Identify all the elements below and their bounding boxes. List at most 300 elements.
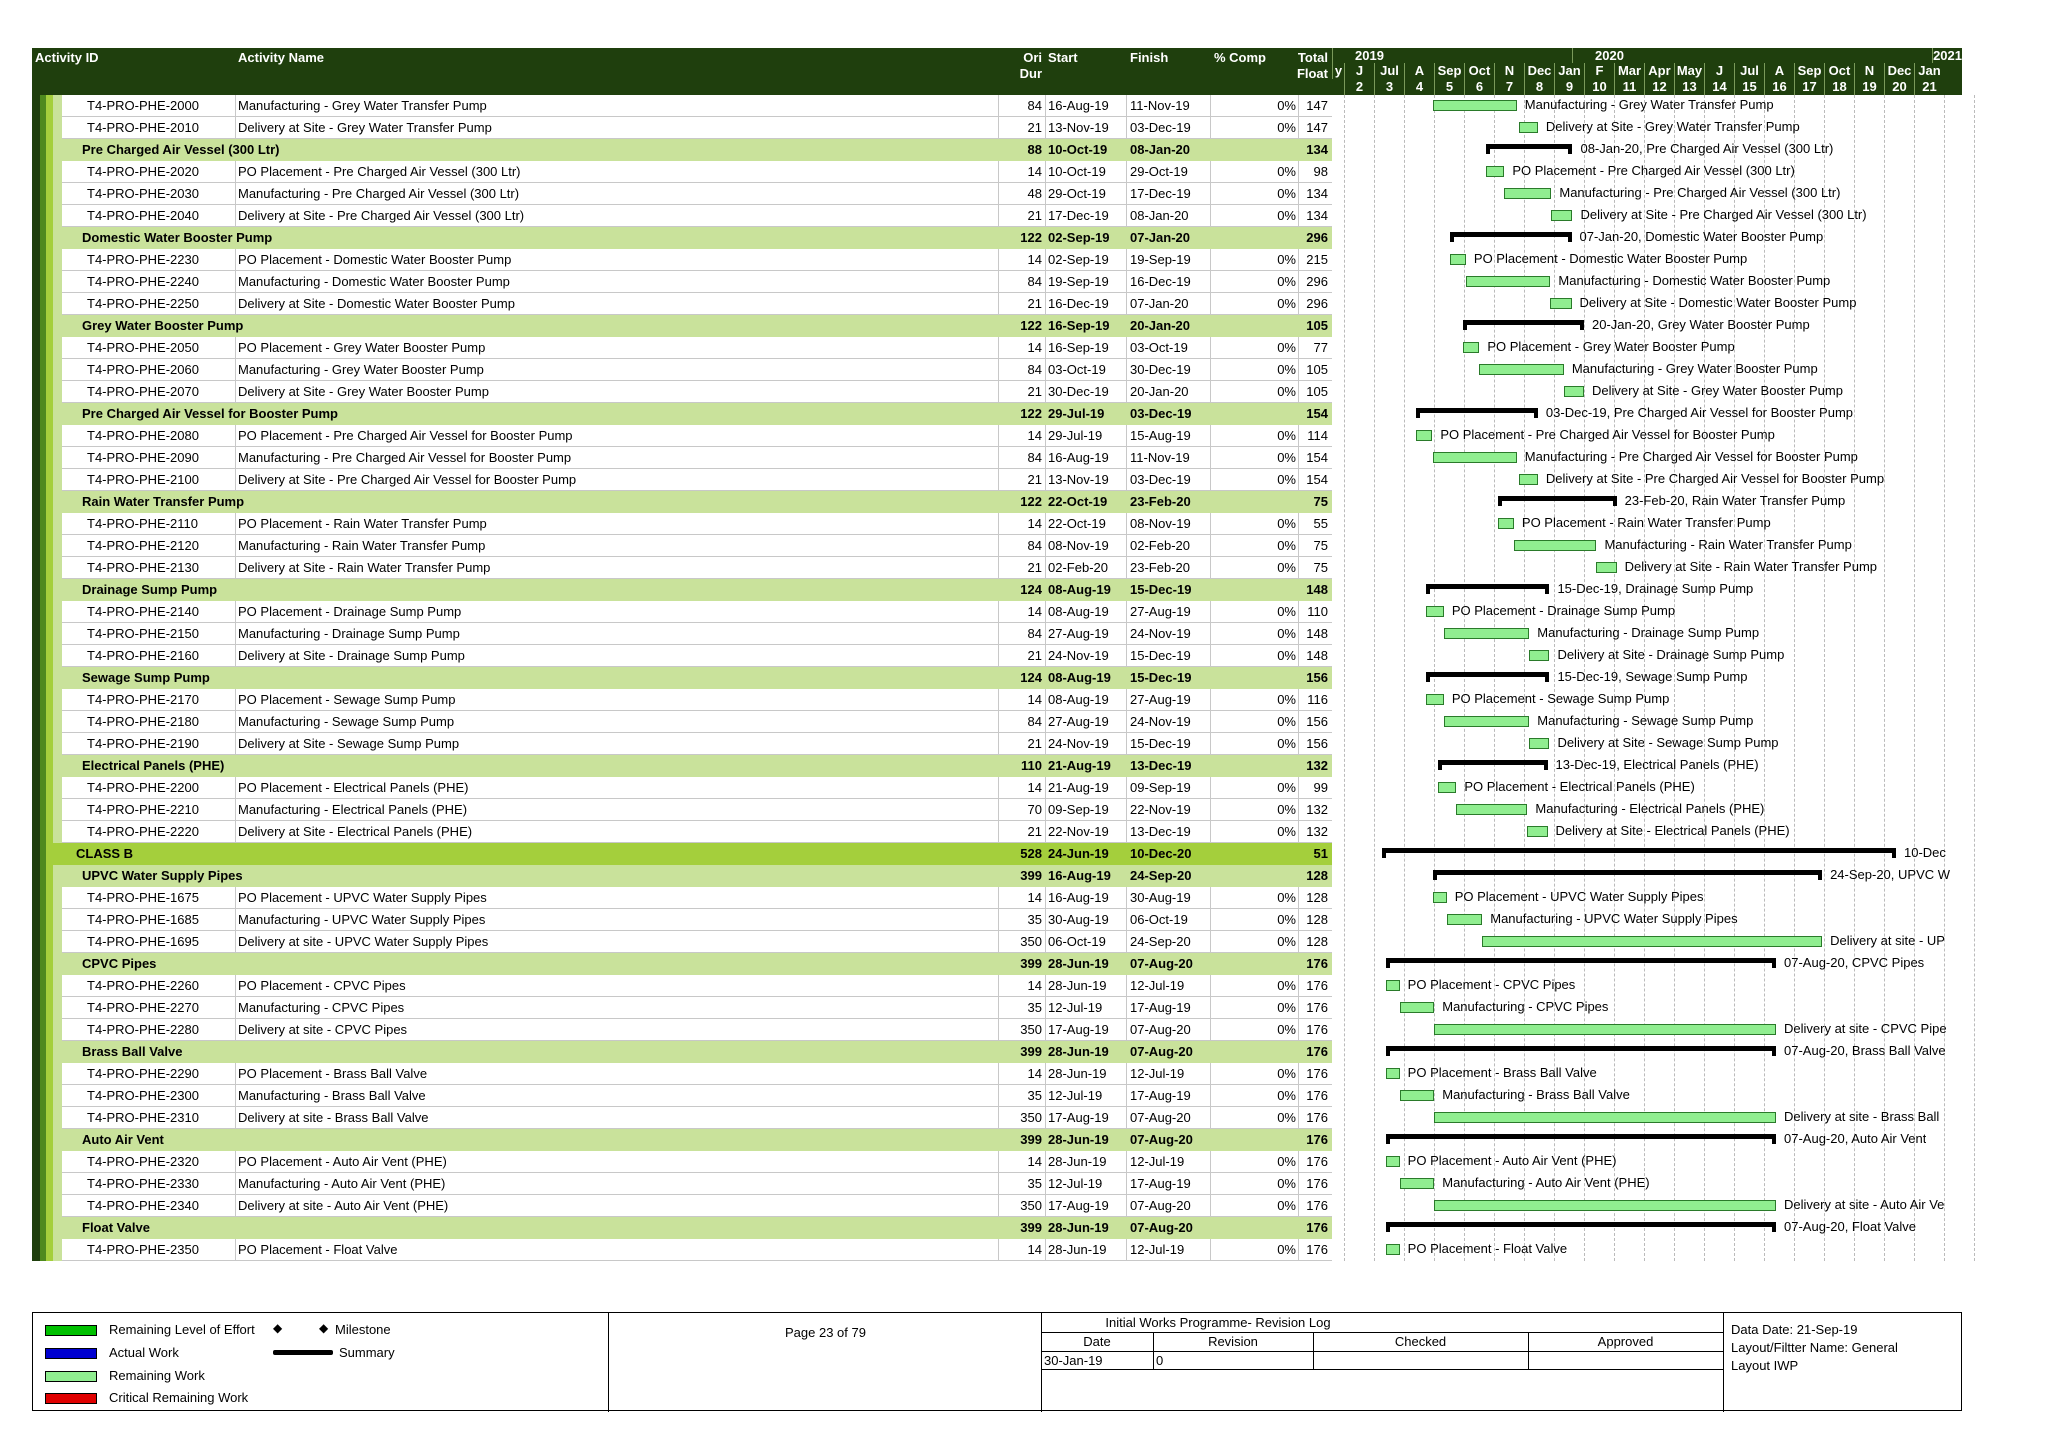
activity-row[interactable]: [32, 711, 1332, 733]
timeline-period: 18: [1824, 79, 1854, 95]
timeline-month: Apr: [1644, 63, 1674, 79]
activity-name: Manufacturing - UPVC Water Supply Pipes: [238, 912, 486, 927]
column-divider: [998, 381, 999, 403]
activity-bar[interactable]: [1486, 166, 1504, 177]
grid-line: [1374, 95, 1375, 1261]
column-divider: [235, 359, 236, 381]
activity-name: PO Placement - Drainage Sump Pump: [238, 604, 462, 619]
activity-id: T4-PRO-PHE-2080: [87, 428, 199, 443]
activity-row[interactable]: [32, 381, 1332, 403]
start-date: 27-Aug-19: [1048, 626, 1109, 641]
activity-bar[interactable]: [1416, 430, 1432, 441]
start-date: 08-Aug-19: [1048, 604, 1109, 619]
total-float: 296: [1306, 274, 1328, 289]
column-divider: [1045, 1085, 1046, 1107]
start-date: 17-Aug-19: [1048, 1198, 1109, 1213]
original-duration: 14: [1027, 1066, 1042, 1081]
original-duration: 14: [1027, 978, 1042, 993]
col-total[interactable]: Total: [1297, 50, 1328, 65]
percent-complete: 0%: [1277, 1088, 1296, 1103]
group-name: Rain Water Transfer Pump: [82, 494, 245, 509]
activity-bar[interactable]: [1386, 980, 1399, 991]
percent-complete: 0%: [1277, 912, 1296, 927]
activity-bar[interactable]: [1514, 540, 1597, 551]
activity-bar[interactable]: [1466, 276, 1550, 287]
timeline-period: 15: [1734, 79, 1764, 95]
wbs-indent-strip: [53, 183, 62, 205]
summary-bar[interactable]: [1486, 144, 1572, 149]
column-divider: [998, 1173, 999, 1195]
activity-row[interactable]: [32, 975, 1332, 997]
total-float: 134: [1306, 208, 1328, 223]
timeline-period: 21: [1914, 79, 1944, 95]
column-divider: [235, 1107, 236, 1129]
column-divider: [1045, 161, 1046, 183]
percent-complete: 0%: [1277, 516, 1296, 531]
activity-id: T4-PRO-PHE-2060: [87, 362, 199, 377]
column-divider: [1045, 117, 1046, 139]
start-date: 21-Aug-19: [1048, 758, 1111, 773]
column-divider: [1298, 799, 1299, 821]
column-divider: [998, 1151, 999, 1173]
total-float: 156: [1306, 670, 1328, 685]
activity-bar[interactable]: [1463, 342, 1479, 353]
column-divider: [1126, 271, 1127, 293]
activity-row[interactable]: [32, 821, 1332, 843]
column-divider: [235, 271, 236, 293]
wbs-indent-strip: [53, 777, 62, 799]
column-divider: [1210, 975, 1211, 997]
finish-date: 15-Dec-19: [1130, 670, 1192, 685]
wbs-indent-strip: [53, 249, 62, 271]
activity-row[interactable]: [32, 1085, 1332, 1107]
finish-date: 17-Aug-19: [1130, 1000, 1191, 1015]
col-ori[interactable]: Ori: [1023, 50, 1042, 65]
activity-row[interactable]: [32, 645, 1332, 667]
percent-complete: 0%: [1277, 692, 1296, 707]
activity-bar[interactable]: [1450, 254, 1466, 265]
activity-bar[interactable]: [1504, 188, 1551, 199]
activity-row[interactable]: [32, 469, 1332, 491]
column-divider: [998, 997, 999, 1019]
activity-row[interactable]: [32, 117, 1332, 139]
column-divider: [1210, 1107, 1211, 1129]
wbs-indent-strip: [53, 403, 62, 425]
activity-bar[interactable]: [1550, 298, 1571, 309]
total-float: 128: [1306, 890, 1328, 905]
column-divider: [1298, 205, 1299, 227]
activity-id: T4-PRO-PHE-2350: [87, 1242, 199, 1257]
grid-line: [1434, 95, 1435, 1261]
group-row[interactable]: [32, 139, 1332, 161]
summary-bar[interactable]: [1438, 760, 1547, 765]
column-divider: [1298, 271, 1299, 293]
activity-id: T4-PRO-PHE-2120: [87, 538, 199, 553]
activity-bar[interactable]: [1444, 628, 1529, 639]
col-finish[interactable]: Finish: [1130, 50, 1169, 65]
activity-bar[interactable]: [1529, 738, 1549, 749]
wbs-indent-strip: [46, 799, 53, 821]
wbs-indent-strip: [46, 843, 53, 865]
activity-row[interactable]: [32, 1063, 1332, 1085]
activity-row[interactable]: [32, 95, 1332, 117]
activity-row[interactable]: [32, 1195, 1332, 1217]
activity-row[interactable]: [32, 887, 1332, 909]
original-duration: 399: [1020, 1220, 1042, 1235]
activity-id: T4-PRO-PHE-2250: [87, 296, 199, 311]
original-duration: 14: [1027, 604, 1042, 619]
activity-row[interactable]: [32, 777, 1332, 799]
start-date: 09-Sep-19: [1048, 802, 1109, 817]
column-divider: [1045, 1107, 1046, 1129]
group-row[interactable]: [32, 579, 1332, 601]
column-divider: [1298, 1019, 1299, 1041]
bar-label: Delivery at Site - Domestic Water Booster Pump: [1579, 295, 1857, 310]
col-pct[interactable]: % Comp: [1214, 50, 1266, 65]
activity-bar[interactable]: [1434, 1024, 1776, 1035]
finish-date: 07-Aug-20: [1130, 1110, 1191, 1125]
wbs-indent-strip: [53, 557, 62, 579]
total-float: 147: [1306, 120, 1328, 135]
column-divider: [1298, 711, 1299, 733]
column-divider: [998, 293, 999, 315]
start-date: 22-Oct-19: [1048, 516, 1106, 531]
wbs-indent-strip: [53, 997, 62, 1019]
rev-header-revision: Revision: [1208, 1334, 1258, 1349]
activity-row[interactable]: [32, 535, 1332, 557]
bar-label: PO Placement - Rain Water Transfer Pump: [1521, 515, 1771, 530]
column-divider: [1126, 623, 1127, 645]
activity-row[interactable]: [32, 183, 1332, 205]
group-row[interactable]: [32, 1217, 1332, 1239]
summary-bar[interactable]: [1386, 1046, 1776, 1051]
activity-bar[interactable]: [1529, 650, 1549, 661]
bar-label: PO Placement - CPVC Pipes: [1407, 977, 1576, 992]
activity-bar[interactable]: [1400, 1002, 1435, 1013]
start-date: 08-Aug-19: [1048, 582, 1111, 597]
column-divider: [998, 821, 999, 843]
activity-bar[interactable]: [1444, 716, 1529, 727]
finish-date: 24-Sep-20: [1130, 934, 1191, 949]
column-divider: [1210, 469, 1211, 491]
col-float[interactable]: Float: [1296, 66, 1328, 81]
activity-bar[interactable]: [1400, 1178, 1435, 1189]
summary-bar[interactable]: [1382, 848, 1896, 853]
activity-id: T4-PRO-PHE-1695: [87, 934, 199, 949]
timeline-year: 2019: [1332, 48, 1572, 63]
column-divider: [1126, 777, 1127, 799]
column-divider: [1126, 645, 1127, 667]
column-divider: [1298, 469, 1299, 491]
activity-row[interactable]: [32, 293, 1332, 315]
wbs-indent-strip: [46, 1063, 53, 1085]
activity-bar[interactable]: [1386, 1244, 1399, 1255]
column-divider: [998, 1239, 999, 1261]
start-date: 30-Aug-19: [1048, 912, 1109, 927]
activity-bar[interactable]: [1433, 892, 1446, 903]
total-float: 110: [1307, 604, 1328, 619]
finish-date: 08-Nov-19: [1130, 516, 1191, 531]
activity-row[interactable]: [32, 205, 1332, 227]
bar-label: 23-Feb-20, Rain Water Transfer Pump: [1624, 493, 1846, 508]
activity-bar[interactable]: [1519, 122, 1538, 133]
column-divider: [998, 557, 999, 579]
activity-bar[interactable]: [1479, 364, 1563, 375]
activity-row[interactable]: [32, 1173, 1332, 1195]
wbs-indent-strip: [32, 183, 40, 205]
group-row[interactable]: [32, 865, 1332, 887]
wbs-indent-strip: [46, 1041, 53, 1063]
wbs-indent-strip: [46, 667, 53, 689]
activity-name: Manufacturing - Electrical Panels (PHE): [238, 802, 468, 817]
activity-row[interactable]: [32, 447, 1332, 469]
finish-date: 29-Oct-19: [1130, 164, 1188, 179]
total-float: 75: [1313, 494, 1328, 509]
wbs-indent-strip: [46, 1019, 53, 1041]
activity-row[interactable]: [32, 359, 1332, 381]
bar-label: Manufacturing - CPVC Pipes: [1442, 999, 1609, 1014]
finish-date: 03-Oct-19: [1130, 340, 1188, 355]
col-start[interactable]: Start: [1048, 50, 1078, 65]
activity-row[interactable]: [32, 271, 1332, 293]
activity-row[interactable]: [32, 161, 1332, 183]
activity-bar[interactable]: [1386, 1156, 1399, 1167]
activity-row[interactable]: [32, 799, 1332, 821]
group-row[interactable]: [32, 667, 1332, 689]
legend-remaining: Remaining Work: [109, 1368, 205, 1383]
original-duration: 14: [1027, 1154, 1042, 1169]
total-float: 114: [1307, 428, 1328, 443]
column-divider: [1298, 1107, 1299, 1129]
class-row[interactable]: [32, 843, 1332, 865]
column-divider: [1298, 293, 1299, 315]
wbs-indent-strip: [32, 755, 40, 777]
group-name: Auto Air Vent: [82, 1132, 164, 1147]
activity-bar[interactable]: [1434, 1112, 1776, 1123]
column-divider: [998, 975, 999, 997]
activity-bar[interactable]: [1433, 100, 1517, 111]
finish-date: 11-Nov-19: [1130, 450, 1190, 465]
activity-row[interactable]: [32, 931, 1332, 953]
summary-bar[interactable]: [1386, 1134, 1776, 1139]
col-dur[interactable]: Dur: [1019, 66, 1042, 81]
group-row[interactable]: [32, 315, 1332, 337]
activity-bar[interactable]: [1447, 914, 1483, 925]
group-row[interactable]: [32, 491, 1332, 513]
activity-bar[interactable]: [1498, 518, 1514, 529]
wbs-indent-strip: [46, 117, 53, 139]
original-duration: 399: [1020, 1044, 1042, 1059]
activity-row[interactable]: [32, 601, 1332, 623]
activity-bar[interactable]: [1426, 606, 1444, 617]
activity-bar[interactable]: [1564, 386, 1584, 397]
activity-row[interactable]: [32, 425, 1332, 447]
grid-line: [1944, 95, 1945, 1261]
original-duration: 84: [1027, 714, 1042, 729]
bar-label: PO Placement - Brass Ball Valve: [1407, 1065, 1597, 1080]
wbs-indent-strip: [32, 249, 40, 271]
activity-row[interactable]: [32, 1239, 1332, 1261]
summary-bar-icon: [273, 1350, 333, 1355]
footer-divider: [1723, 1313, 1724, 1412]
wbs-indent-strip: [32, 1129, 40, 1151]
summary-bar[interactable]: [1463, 320, 1584, 325]
wbs-indent-strip: [53, 447, 62, 469]
start-date: 21-Aug-19: [1048, 780, 1109, 795]
activity-bar[interactable]: [1433, 452, 1517, 463]
wbs-indent-strip: [32, 601, 40, 623]
group-row[interactable]: [32, 755, 1332, 777]
col-activity-id[interactable]: Activity ID: [35, 50, 99, 65]
percent-complete: 0%: [1277, 978, 1296, 993]
total-float: 134: [1306, 142, 1328, 157]
percent-complete: 0%: [1277, 1066, 1296, 1081]
percent-complete: 0%: [1277, 736, 1296, 751]
wbs-indent-strip: [53, 513, 62, 535]
wbs-indent-strip: [32, 953, 40, 975]
summary-bar[interactable]: [1426, 672, 1550, 677]
column-divider: [1045, 777, 1046, 799]
grid-line: [1854, 95, 1855, 1261]
activity-bar[interactable]: [1434, 1200, 1776, 1211]
wbs-indent-strip: [46, 1129, 53, 1151]
summary-bar[interactable]: [1386, 958, 1776, 963]
wbs-indent-strip: [46, 1217, 53, 1239]
activity-row[interactable]: [32, 249, 1332, 271]
rev-header-date: Date: [1083, 1334, 1111, 1349]
bar-label: Manufacturing - Rain Water Transfer Pump: [1604, 537, 1852, 552]
wbs-indent-strip: [46, 623, 53, 645]
bar-label: Manufacturing - Brass Ball Valve: [1442, 1087, 1630, 1102]
start-date: 02-Sep-19: [1048, 252, 1109, 267]
wbs-indent-strip: [46, 95, 53, 117]
activity-bar[interactable]: [1426, 694, 1444, 705]
wbs-indent-strip: [53, 1239, 62, 1261]
activity-row[interactable]: [32, 557, 1332, 579]
timeline-year: 2020: [1572, 48, 1932, 63]
original-duration: 21: [1027, 208, 1042, 223]
group-name: Brass Ball Valve: [82, 1044, 183, 1059]
wbs-indent-strip: [46, 953, 53, 975]
percent-complete: 0%: [1277, 450, 1296, 465]
activity-row[interactable]: [32, 733, 1332, 755]
column-divider: [1045, 1063, 1046, 1085]
total-float: 105: [1306, 384, 1328, 399]
activity-bar[interactable]: [1527, 826, 1547, 837]
group-name: Pre Charged Air Vessel (300 Ltr): [82, 142, 280, 157]
column-divider: [1126, 469, 1127, 491]
timeline-period: 16: [1764, 79, 1794, 95]
original-duration: 124: [1020, 582, 1042, 597]
percent-complete: 0%: [1277, 1242, 1296, 1257]
column-divider: [1045, 733, 1046, 755]
wbs-indent-strip: [46, 1239, 53, 1261]
group-row[interactable]: [32, 1129, 1332, 1151]
bar-label: Manufacturing - UPVC Water Supply Pipes: [1490, 911, 1738, 926]
start-date: 17-Aug-19: [1048, 1022, 1109, 1037]
activity-bar[interactable]: [1456, 804, 1527, 815]
finish-date: 08-Jan-20: [1130, 208, 1189, 223]
column-divider: [1126, 799, 1127, 821]
wbs-indent-strip: [53, 381, 62, 403]
activity-row[interactable]: [32, 1151, 1332, 1173]
activity-row[interactable]: [32, 623, 1332, 645]
group-row[interactable]: [32, 403, 1332, 425]
activity-row[interactable]: [32, 909, 1332, 931]
revlog-title: Initial Works Programme- Revision Log: [1105, 1315, 1331, 1330]
start-date: 29-Oct-19: [1048, 186, 1106, 201]
wbs-indent-strip: [46, 1173, 53, 1195]
group-row[interactable]: [32, 953, 1332, 975]
activity-row[interactable]: [32, 997, 1332, 1019]
wbs-indent-strip: [46, 1195, 53, 1217]
total-float: 176: [1306, 1198, 1328, 1213]
activity-bar[interactable]: [1596, 562, 1616, 573]
activity-bar[interactable]: [1551, 210, 1572, 221]
column-divider: [235, 821, 236, 843]
activity-bar[interactable]: [1519, 474, 1538, 485]
wbs-indent-strip: [46, 425, 53, 447]
activity-row[interactable]: [32, 689, 1332, 711]
activity-row[interactable]: [32, 337, 1332, 359]
timeline-month: F: [1584, 63, 1614, 79]
finish-date: 27-Aug-19: [1130, 604, 1191, 619]
legend-critical: Critical Remaining Work: [109, 1390, 249, 1405]
column-divider: [1210, 513, 1211, 535]
start-date: 16-Aug-19: [1048, 890, 1109, 905]
summary-bar[interactable]: [1433, 870, 1822, 875]
summary-bar[interactable]: [1386, 1222, 1776, 1227]
activity-id: T4-PRO-PHE-2030: [87, 186, 199, 201]
col-activity-name[interactable]: Activity Name: [238, 50, 324, 65]
activity-bar[interactable]: [1400, 1090, 1435, 1101]
column-divider: [1298, 1151, 1299, 1173]
activity-row[interactable]: [32, 1107, 1332, 1129]
activity-bar[interactable]: [1438, 782, 1456, 793]
wbs-indent-strip: [32, 865, 40, 887]
wbs-indent-strip: [53, 667, 62, 689]
summary-bar[interactable]: [1426, 584, 1550, 589]
wbs-indent-strip: [32, 557, 40, 579]
wbs-indent-strip: [32, 315, 40, 337]
group-row[interactable]: [32, 1041, 1332, 1063]
summary-bar[interactable]: [1450, 232, 1572, 237]
column-divider: [1210, 887, 1211, 909]
activity-row[interactable]: [32, 513, 1332, 535]
column-divider: [235, 931, 236, 953]
column-divider: [235, 535, 236, 557]
wbs-indent-strip: [46, 557, 53, 579]
wbs-indent-strip: [32, 1063, 40, 1085]
activity-bar[interactable]: [1386, 1068, 1399, 1079]
finish-date: 20-Jan-20: [1130, 384, 1189, 399]
activity-bar[interactable]: [1482, 936, 1822, 947]
wbs-indent-strip: [53, 1041, 62, 1063]
column-divider: [1210, 271, 1211, 293]
bar-label: 07-Aug-20, Auto Air Vent: [1784, 1131, 1927, 1146]
timeline-month: Dec: [1524, 63, 1554, 79]
activity-name: Delivery at site - UPVC Water Supply Pipes: [238, 934, 489, 949]
group-row[interactable]: [32, 227, 1332, 249]
activity-row[interactable]: [32, 1019, 1332, 1041]
column-divider: [1126, 1085, 1127, 1107]
column-divider: [998, 117, 999, 139]
summary-bar[interactable]: [1416, 408, 1538, 413]
column-divider: [1298, 909, 1299, 931]
bar-label: PO Placement - Auto Air Vent (PHE): [1407, 1153, 1617, 1168]
wbs-indent-strip: [46, 733, 53, 755]
summary-bar[interactable]: [1498, 496, 1617, 501]
